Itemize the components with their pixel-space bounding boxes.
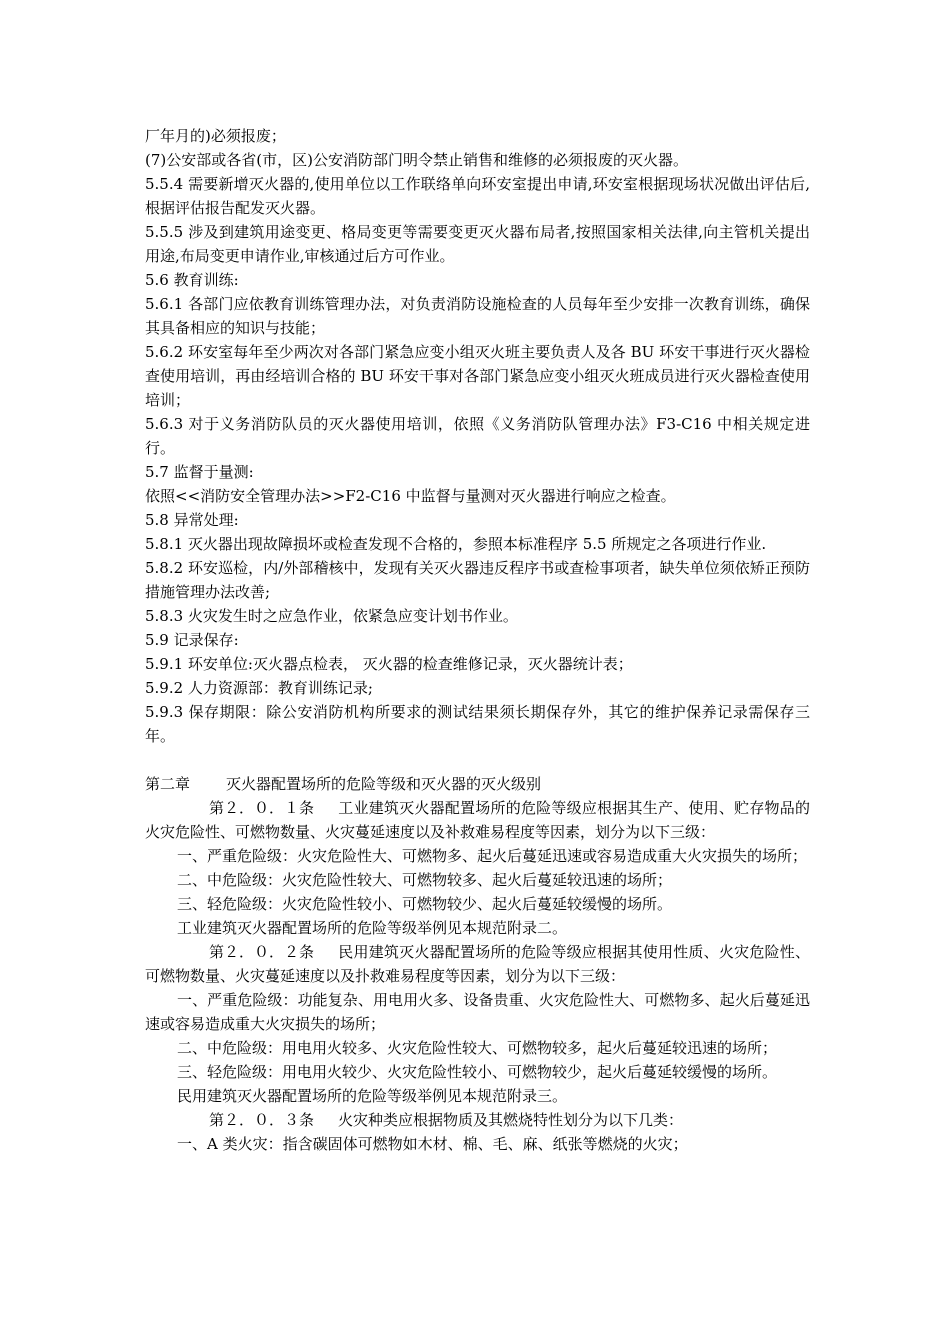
paragraph: 5.5.4 需要新增灭火器的,使用单位以工作联络单向环安室提出申请,环安室根据现场状况做出评估后,根据评估报告配发灭火器。: [145, 175, 810, 217]
chapter-heading: [145, 772, 810, 796]
paragraph: 5.9.2 人力资源部：教育训练记录;: [145, 679, 373, 697]
paragraph-text: 一、严重危险级：火灾危险性大、可燃物多、起火后蔓延迅速或容易造成重大火灾损失的场所；: [177, 847, 808, 865]
chapter-body: [145, 796, 810, 1156]
section-heading: 5.9 记录保存:: [145, 631, 239, 649]
paragraph: [145, 1084, 810, 1108]
paragraph-text: 民用建筑灭火器配置场所的危险等级举例见本规范附录三。: [177, 1087, 568, 1105]
paragraph: [145, 916, 810, 940]
section-5: [145, 124, 810, 748]
chapter-2: [145, 772, 810, 1156]
paragraph: [145, 868, 810, 892]
paragraph: 厂年月的)必须报废；: [145, 127, 286, 145]
paragraph: 5.8.1 灭火器出现故障损坏或检查发现不合格的，参照本标准程序 5.5 所规定之各项进行作业.: [145, 535, 767, 553]
paragraph-text: 三、轻危险级：火灾危险性较小、可燃物较少、起火后蔓延较缓慢的场所。: [177, 895, 673, 913]
paragraph-text: 二、中危险级：火灾危险性较大、可燃物较多、起火后蔓延较迅速的场所；: [177, 871, 673, 889]
paragraph-text: 工业建筑灭火器配置场所的危险等级举例见本规范附录二。: [177, 919, 568, 937]
spacer: [145, 748, 810, 772]
clause-paragraph: [145, 796, 810, 844]
paragraph: 5.6.3 对于义务消防队员的灭火器使用培训，依照《义务消防队管理办法》F3-C16 中相关规定进行。: [145, 415, 810, 457]
clause-number: 第２．０．３条: [209, 1111, 315, 1129]
paragraph-text: 一、严重危险级：功能复杂、用电用火多、设备贵重、火灾危险性大、可燃物多、起火后蔓延迅速或容易造成重大火灾损失的场所；: [145, 991, 810, 1033]
clause-paragraph: [145, 1108, 810, 1132]
document-page: [145, 124, 810, 1156]
paragraph: [145, 1132, 810, 1156]
paragraph-text: 工业建筑灭火器配置场所的危险等级应根据其生产、使用、贮存物品的火灾危险性、可燃物数量、火灾蔓延速度以及补救难易程度等因素，划分为以下三级：: [145, 799, 810, 841]
chapter-label: 第二章: [145, 775, 191, 793]
paragraph-text: 一、A 类火灾：指含碳固体可燃物如木材、棉、毛、麻、纸张等燃烧的火灾；: [177, 1135, 688, 1153]
paragraph-text: 三、轻危险级：用电用火较少、火灾危险性较小、可燃物较少，起火后蔓延较缓慢的场所。: [177, 1063, 778, 1081]
paragraph-text: 二、中危险级：用电用火较多、火灾危险性较大、可燃物较多，起火后蔓延较迅速的场所；: [177, 1039, 778, 1057]
paragraph: 5.8.2 环安巡检，内/外部稽核中，发现有关灭火器违反程序书或查检事项者，缺失单位须依矫正预防措施管理办法改善;: [145, 559, 810, 601]
paragraph: [145, 844, 810, 868]
paragraph: 依照<<消防安全管理办法>>F2-C16 中监督与量测对灭火器进行响应之检查。: [145, 487, 676, 505]
paragraph: [145, 988, 810, 1036]
clause-paragraph: [145, 940, 810, 988]
paragraph: 5.9.3 保存期限：除公安消防机构所要求的测试结果须长期保存外，其它的维护保养记录需保存三年。: [145, 703, 810, 745]
paragraph: 5.5.5 涉及到建筑用途变更、格局变更等需要变更灭火器布局者,按照国家相关法律,向主管机关提出用途,布局变更申请作业,审核通过后方可作业。: [145, 223, 810, 265]
clause-number: 第２．０．２条: [209, 943, 315, 961]
section-heading: 5.7 监督于量测:: [145, 463, 254, 481]
paragraph: 5.8.3 火灾发生时之应急作业，依紧急应变计划书作业。: [145, 607, 518, 625]
paragraph: [145, 1060, 810, 1084]
paragraph-text: 民用建筑灭火器配置场所的危险等级应根据其使用性质、火灾危险性、可燃物数量、火灾蔓延速度以及扑救难易程度等因素，划分为以下三级：: [145, 943, 810, 985]
section-heading: 5.8 异常处理:: [145, 511, 239, 529]
paragraph: 5.9.1 环安单位:灭火器点检表， 灭火器的检查维修记录，灭火器统计表；: [145, 655, 633, 673]
paragraph: [145, 1036, 810, 1060]
chapter-title: 灭火器配置场所的危险等级和灭火器的灭火级别: [226, 775, 542, 793]
paragraph: [145, 892, 810, 916]
paragraph: 5.6.1 各部门应依教育训练管理办法，对负责消防设施检查的人员每年至少安排一次教育训练，确保其具备相应的知识与技能；: [145, 295, 810, 337]
paragraph: (7)公安部或各省(市，区)公安消防部门明令禁止销售和维修的必须报废的灭火器。: [145, 151, 688, 169]
section-heading: 5.6 教育训练:: [145, 271, 239, 289]
paragraph-text: 火灾种类应根据物质及其燃烧特性划分为以下几类：: [338, 1111, 684, 1129]
clause-number: 第２．０．１条: [209, 799, 315, 817]
paragraph: 5.6.2 环安室每年至少两次对各部门紧急应变小组灭火班主要负责人及各 BU 环安干事进行灭火器检查使用培训，再由经培训合格的 BU 环安干事对各部门紧急应变小组灭火班成员进行灭火器检查使用培训；: [145, 343, 810, 409]
